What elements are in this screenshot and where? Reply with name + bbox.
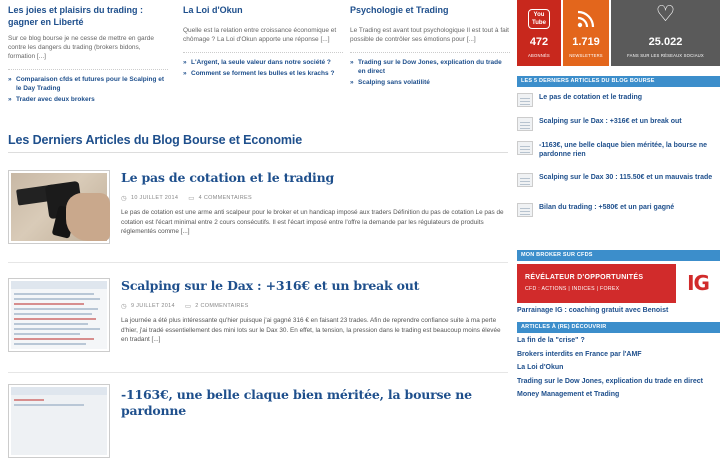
recent-articles-header: LES 5 DERNIERS ARTICLES DU BLOG BOURSE	[517, 76, 720, 87]
article-excerpt: Le pas de cotation est une arme anti scalpeur pour le broker et un handicap imposé aux traders Définition du pas de cotation Le pas de cotation est l'écart minimal entre 2 cours consécutifs. Il est l'écart imposé entre l'offre la demande par les régulateurs de produits réglementés comme [...]	[121, 209, 504, 235]
comment-icon: ▭	[184, 303, 192, 310]
recent-article-title[interactable]: -1163€, une belle claque bien méritée, la bourse ne pardonne rien	[539, 142, 708, 158]
youtube-icon: You Tube	[517, 9, 561, 30]
recent-article-title[interactable]: Bilan du trading : +580€ et un pari gagné	[539, 204, 675, 211]
recent-article-item[interactable]	[517, 89, 720, 113]
comment-icon: ▭	[188, 195, 195, 202]
category-link[interactable]: » Comparaison cfds et futures pour le Scalping et le Day Trading	[8, 75, 168, 93]
counter-label: FANS SUR LES RÉSEAUX SOCIAUX	[627, 53, 704, 58]
recent-articles-list	[517, 89, 720, 223]
recent-article-title[interactable]: Scalping sur le Dax 30 : 115.50€ et un mauvais trade	[539, 174, 713, 181]
article-title[interactable]: Le pas de cotation et le trading	[121, 170, 334, 185]
recent-article-thumbnail	[517, 203, 533, 217]
article-excerpt: La journée a été plus intéressante qu'hier puisque j'ai gagné 316 € en faisant 23 trades. Afin de reprendre confiance suite à ma perte d'hier, j'ai tradé essentiellement des mini lots sur le Dax 30. En effet, la tension, la pression dans le trading est beaucoup moins élevée en tradant [...]	[121, 317, 501, 343]
discover-link[interactable]: Money Management et Trading	[517, 391, 620, 398]
recent-article-item[interactable]	[517, 137, 720, 169]
article-thumbnail[interactable]	[8, 384, 110, 458]
broker-banner[interactable]	[517, 264, 720, 303]
recent-article-thumbnail	[517, 173, 533, 187]
category-links	[183, 58, 343, 78]
article-meta	[121, 302, 509, 310]
article-date: 10 JUILLET 2014	[130, 195, 179, 201]
category-link[interactable]: » Trading sur le Dow Jones, explication du trade en direct	[350, 58, 510, 76]
clock-icon: ◷	[121, 303, 127, 310]
article-item	[8, 384, 508, 418]
banner-headline: RÉVÉLATEUR D'OPPORTUNITÉS	[525, 274, 644, 281]
article-thumbnail[interactable]	[8, 170, 110, 244]
discover-link[interactable]: La Loi d'Okun	[517, 364, 564, 371]
article-meta	[121, 194, 509, 202]
discover-link[interactable]: La fin de la "crise" ?	[517, 337, 585, 344]
banner-subline: CFD : ACTIONS | INDICES | FOREX	[525, 286, 620, 292]
recent-article-thumbnail	[517, 117, 533, 131]
recent-article-item[interactable]	[517, 169, 720, 199]
rss-icon	[563, 9, 609, 34]
section-title: Les Derniers Articles du Blog Bourse et Economie	[8, 133, 303, 147]
category-links	[8, 75, 168, 104]
discover-list	[517, 336, 720, 404]
divider	[8, 262, 508, 263]
recent-article-title[interactable]: Le pas de cotation et le trading	[539, 94, 643, 101]
recent-article-title[interactable]: Scalping sur le Dax : +316€ et un break out	[539, 118, 682, 125]
divider	[8, 372, 508, 373]
discover-link[interactable]: Brokers interdits en France par l'AMF	[517, 350, 642, 358]
article-body	[121, 170, 509, 237]
category-columns	[8, 0, 508, 120]
divider	[8, 69, 168, 70]
category-description: Le Trading est avant tout psychologique Il est tout à fait possible de contrôler ses émotions pour [...]	[350, 27, 509, 43]
heart-icon: ♡	[655, 1, 676, 26]
category-link[interactable]: » Scalping sans volatilité	[350, 78, 510, 87]
broker-link[interactable]: Parrainage IG : coaching gratuit avec Benoist	[517, 307, 669, 314]
recent-article-item[interactable]	[517, 199, 720, 223]
divider	[8, 152, 508, 153]
discover-link[interactable]: Trading sur le Dow Jones, explication du trade en direct	[517, 377, 703, 385]
category-description: Quelle est la relation entre croissance économique et chômage ? La Loi d'Okun apporte une réponse [...]	[183, 27, 337, 43]
article-thumbnail[interactable]	[8, 278, 110, 352]
divider	[350, 52, 510, 53]
counter-label: NEWSLETTERS	[569, 53, 603, 58]
trading-screenshot-image	[11, 281, 107, 349]
social-counters	[517, 0, 720, 66]
category-link[interactable]: » Comment se forment les bulles et les krachs ?	[183, 69, 343, 78]
category-links	[350, 58, 510, 87]
counter-label: ABONNÉS	[528, 53, 550, 58]
subscriber-count: 472	[529, 36, 549, 48]
broker-header: MON BROKER SUR CFDS	[517, 250, 720, 261]
category-link[interactable]: » L'Argent, la seule valeur dans notre société ?	[183, 58, 343, 67]
article-comments[interactable]: 2 COMMENTAIRES	[195, 303, 249, 309]
category-link[interactable]: » Trader avec deux brokers	[8, 95, 168, 104]
discover-header: ARTICLES À (RE) DÉCOUVRIR	[517, 322, 720, 333]
article-item	[8, 170, 508, 250]
fans-count: 25.022	[648, 36, 683, 48]
category-column	[350, 0, 510, 89]
trading-screenshot-image	[11, 387, 107, 455]
recent-article-thumbnail	[517, 141, 533, 155]
newsletter-counter[interactable]	[563, 0, 609, 66]
category-column	[183, 0, 343, 80]
recent-article-thumbnail	[517, 93, 533, 107]
article-item	[8, 278, 508, 358]
newsletter-count: 1.719	[572, 36, 600, 48]
fans-counter[interactable]	[611, 0, 720, 66]
article-title[interactable]: -1163€, une belle claque bien méritée, la bourse ne pardonne	[121, 387, 472, 418]
category-column	[8, 0, 168, 106]
article-body	[121, 387, 509, 419]
article-comments[interactable]: 4 COMMENTAIRES	[198, 195, 252, 201]
article-title[interactable]: Scalping sur le Dax : +316€ et un break out	[121, 278, 420, 293]
category-description: Sur ce blog bourse je ne cesse de mettre en garde contre les dangers du trading (brokers bidons, formation [...]	[8, 35, 154, 60]
divider	[183, 52, 343, 53]
article-body	[121, 278, 509, 345]
category-title[interactable]: Les joies et plaisirs du trading : gagner en Liberté	[8, 5, 144, 27]
category-title[interactable]: La Loi d'Okun	[183, 5, 243, 15]
ig-logo: IG	[676, 264, 720, 303]
category-title[interactable]: Psychologie et Trading	[350, 5, 449, 15]
youtube-counter[interactable]	[517, 0, 561, 66]
clock-icon: ◷	[121, 195, 127, 202]
gun-image	[11, 173, 107, 241]
article-date: 9 JUILLET 2014	[130, 303, 175, 309]
recent-article-item[interactable]	[517, 113, 720, 137]
